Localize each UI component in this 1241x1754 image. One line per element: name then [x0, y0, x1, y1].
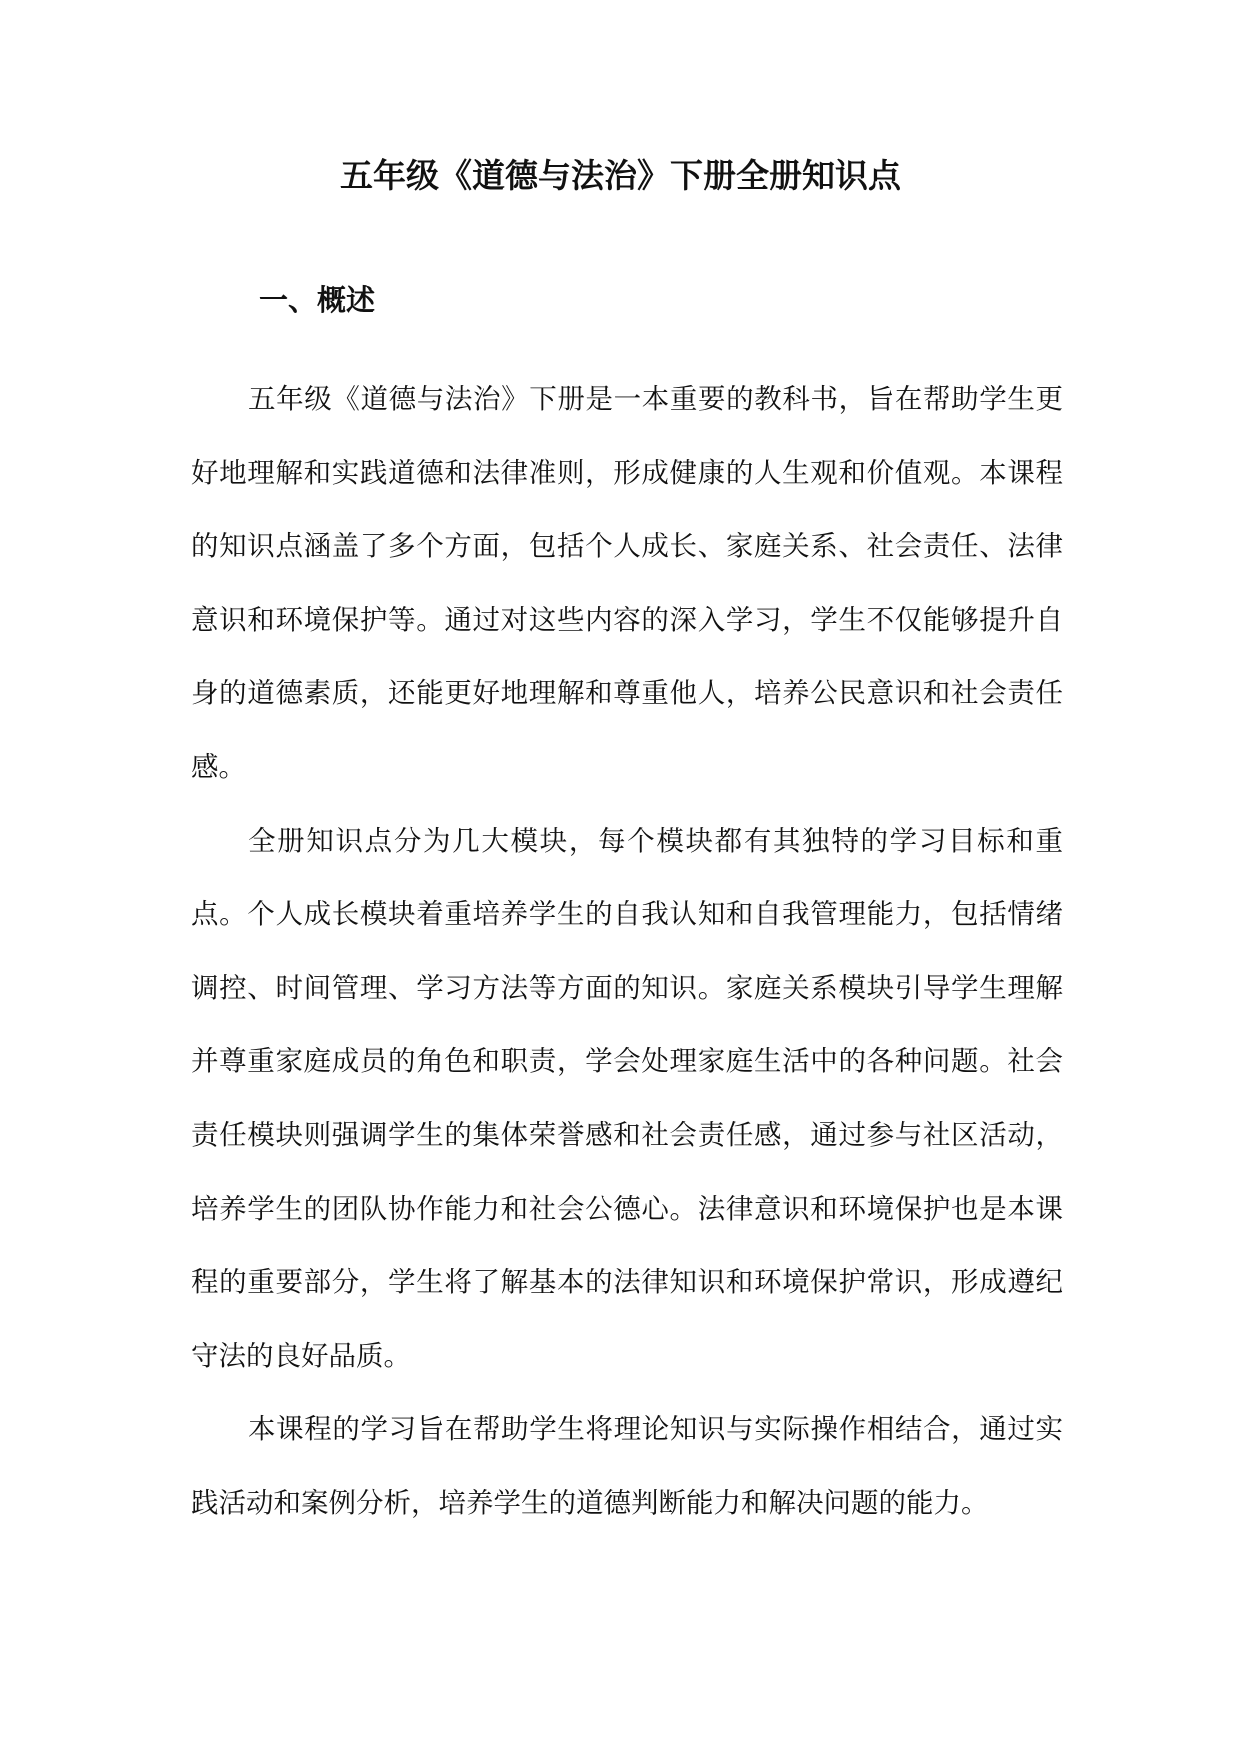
paragraph-modules: 全册知识点分为几大模块，每个模块都有其独特的学习目标和重点。个人成长模块着重培养学生的自我认知和自我管理能力，包括情绪调控、时间管理、学习方法等方面的知识。家庭关系模块引导学生理解并尊重家庭成员的角色和职责，学会处理家庭生活中的各种问题。社会责任模块则强调学生的集体荣誉感和社会责任感，通过参与社区活动，培养学生的团队协作能力和社会公德心。法律意识和环境保护也是本课程的重要部分，学生将了解基本的法律知识和环境保护常识，形成遵纪守法的良好品质。: [191, 824, 1063, 1372]
body-text: [191, 363, 1063, 1541]
section-heading-overview: 一、概述: [259, 283, 376, 317]
paragraph-goals: 本课程的学习旨在帮助学生将理论知识与实际操作相结合，通过实践活动和案例分析，培养学生的道德判断能力和解决问题的能力。: [191, 1413, 1063, 1519]
paragraph-intro: 五年级《道德与法治》下册是一本重要的教科书，旨在帮助学生更好地理解和实践道德和法律准则，形成健康的人生观和价值观。本课程的知识点涵盖了多个方面，包括个人成长、家庭关系、社会责任、法律意识和环境保护等。通过对这些内容的深入学习，学生不仅能够提升自身的道德素质，还能更好地理解和尊重他人，培养公民意识和社会责任感。: [191, 383, 1063, 783]
page-title: 五年级《道德与法治》下册全册知识点: [340, 156, 901, 195]
